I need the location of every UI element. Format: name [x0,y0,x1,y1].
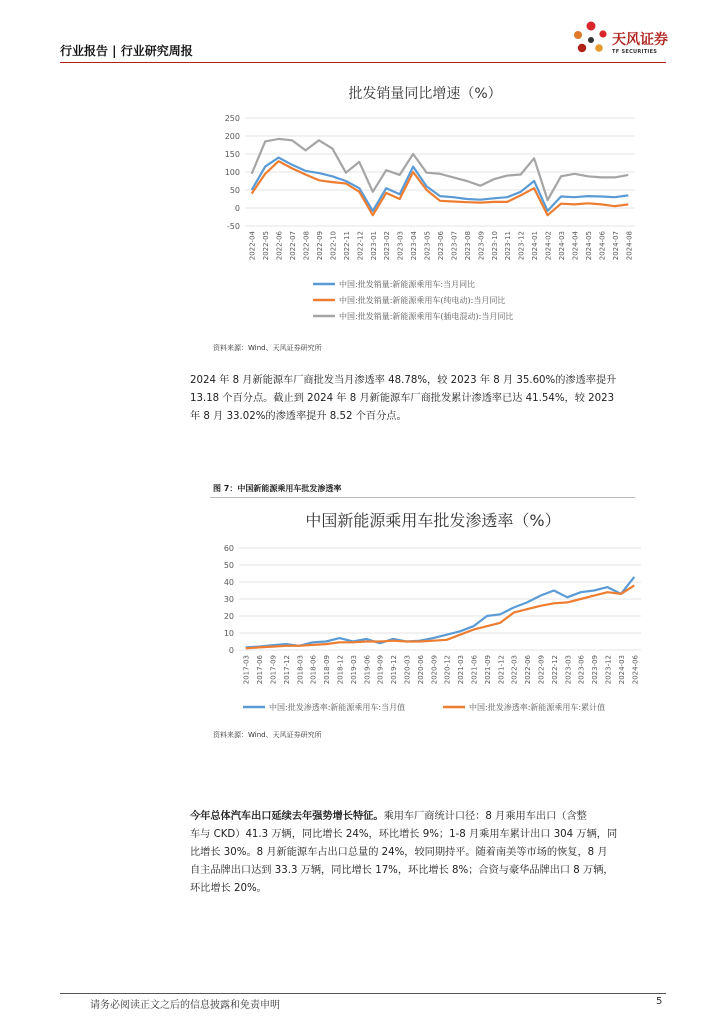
x-tick-label: 2021-06 [470,655,479,685]
x-tick-label: 2024-04 [571,231,580,261]
x-tick-label: 2024-03 [617,655,626,685]
y-tick-label: 40 [223,578,234,587]
y-tick-label: 60 [223,544,234,553]
paragraph-export-line5: 环比增长 20%。 [190,883,267,894]
y-tick-label: 100 [224,168,240,177]
header-title: 行业报告 | 行业研究周报 [60,44,193,58]
figure-7-caption: 图 7：中国新能源乘用车批发渗透率 [213,484,342,493]
y-tick-label: 20 [223,612,234,621]
x-tick-label: 2023-09 [591,655,600,685]
x-tick-label: 2018-12 [336,655,345,685]
x-tick-label: 2023-06 [577,655,586,685]
legend-label: 中国:批发渗透率:新能源乘用车:累计值 [469,703,606,712]
x-tick-label: 2020-03 [403,655,412,685]
x-tick-label: 2021-09 [483,655,492,685]
y-tick-label: -50 [226,222,240,231]
x-tick-label: 2022-09 [537,655,546,685]
y-tick-label: 0 [228,646,234,655]
chart1-source: 资料来源：Wind、天风证券研究所 [213,344,322,352]
y-tick-label: 10 [223,629,234,638]
x-tick-label: 2022-11 [342,231,351,261]
x-tick-label: 2022-12 [356,231,365,261]
footer-divider [60,993,666,994]
paragraph-export-line1-text: 乘用车厂商统计口径：8 月乘用车出口（含整 [383,811,587,822]
x-tick-label: 2022-04 [248,231,257,261]
paragraph-export-line3: 比增长 30%。8 月新能源车占出口总量的 24%，较同期持平。随着南美等市场的恢复，8 月 [190,847,608,858]
x-tick-label: 2021-03 [457,655,466,685]
x-tick-label: 2024-02 [544,231,553,261]
y-tick-label: 0 [234,204,240,213]
paragraph-penetration-line3: 年 8 月 33.02%的渗透率提升 8.52 个百分点。 [190,411,407,422]
page-number: 5 [656,996,663,1007]
series-line [246,577,635,648]
y-tick-label: 30 [223,595,234,604]
header-divider [60,62,666,63]
x-tick-label: 2022-03 [510,655,519,685]
x-tick-label: 2022-10 [329,231,338,261]
x-tick-label: 2024-01 [531,231,540,261]
x-tick-label: 2023-10 [490,231,499,261]
paragraph-export-line4: 自主品牌出口达到 33.3 万辆，同比增长 17%，环比增长 8%；合资与豪华品牌出口 8 万辆， [190,865,614,876]
x-tick-label: 2020-12 [443,655,452,685]
logo-text-cn: 天风证券 [612,32,668,48]
series-line [252,158,629,211]
x-tick-label: 2023-02 [383,231,392,261]
x-tick-label: 2019-03 [349,655,358,685]
x-tick-label: 2024-07 [611,231,620,261]
x-tick-label: 2022-08 [302,231,311,261]
paragraph-penetration-line2: 13.18 个百分点。截止到 2024 年 8 月新能源车厂商批发累计渗透率已达 41.54%，较 2023 [190,393,615,404]
x-tick-label: 2019-12 [390,655,399,685]
x-tick-label: 2023-01 [369,231,378,261]
x-tick-label: 2024-08 [625,231,634,261]
x-tick-label: 2022-05 [262,231,271,261]
x-tick-label: 2022-06 [524,655,533,685]
x-tick-label: 2023-07 [450,231,459,261]
x-tick-label: 2022-07 [289,231,298,261]
x-tick-label: 2018-09 [323,655,332,685]
x-tick-label: 2022-09 [315,231,324,261]
y-tick-label: 50 [229,186,240,195]
series-line [252,139,629,200]
x-tick-label: 2022-12 [550,655,559,685]
y-tick-label: 150 [224,150,240,159]
x-tick-label: 2017-06 [256,655,265,685]
x-tick-label: 2022-06 [275,231,284,261]
legend-label: 中国:批发销量:新能源乘用车:当月同比 [339,280,476,289]
x-tick-label: 2018-06 [309,655,318,685]
paragraph-export-line1 [190,808,670,826]
y-tick-label: 200 [224,132,240,141]
x-tick-label: 2019-09 [376,655,385,685]
y-tick-label: 50 [223,561,234,570]
figure-7-divider [210,497,635,498]
x-tick-label: 2020-06 [416,655,425,685]
chart2-source: 资料来源：Wind、天风证券研究所 [213,731,322,739]
x-tick-label: 2023-03 [396,231,405,261]
x-tick-label: 2017-09 [269,655,278,685]
x-tick-label: 2019-06 [363,655,372,685]
x-tick-label: 2023-12 [604,655,613,685]
x-tick-label: 2023-03 [564,655,573,685]
y-tick-label: 250 [224,114,240,123]
footer-disclaimer: 请务必阅读正文之后的信息披露和免责申明 [90,1000,280,1011]
legend-label: 中国:批发销量:新能源乘用车(纯电动):当月同比 [339,296,506,305]
chart-title: 中国新能源乘用车批发渗透率（%） [305,511,561,530]
chart-title: 批发销量同比增速（%） [348,86,502,102]
series-line [252,161,629,215]
x-tick-label: 2024-06 [598,231,607,261]
x-tick-label: 2020-09 [430,655,439,685]
x-tick-label: 2021-12 [497,655,506,685]
x-tick-label: 2018-03 [296,655,305,685]
chart-penetration-rate [205,502,643,727]
paragraph-export-lead: 今年总体汽车出口延续去年强势增长特征。 [190,811,384,822]
x-tick-label: 2017-03 [242,655,251,685]
x-tick-label: 2023-06 [437,231,445,261]
x-tick-label: 2023-04 [410,231,419,261]
paragraph-export-line2: 车与 CKD）41.3 万辆，同比增长 24%，环比增长 9%；1-8 月乘用车累计出口 304 万辆，同 [190,829,618,840]
x-tick-label: 2023-05 [423,231,432,261]
x-tick-label: 2023-12 [517,231,526,261]
x-tick-label: 2023-08 [463,231,472,261]
x-tick-label: 2024-03 [558,231,567,261]
x-tick-label: 2024-05 [584,231,593,261]
chart-wholesale-yoy [200,70,640,340]
legend-label: 中国:批发渗透率:新能源乘用车:当月值 [269,703,406,712]
x-tick-label: 2023-09 [477,231,486,261]
logo-text-en: TF SECURITIES [612,49,658,55]
x-tick-label: 2024-06 [631,655,640,685]
logo-mark-icon [569,20,613,62]
x-tick-label: 2023-11 [504,231,513,261]
x-tick-label: 2017-12 [282,655,291,685]
paragraph-penetration-line1: 2024 年 8 月新能源车厂商批发当月渗透率 48.78%，较 2023 年 8 月 35.60%的渗透率提升 [190,375,617,386]
legend-label: 中国:批发销量:新能源乘用车(插电混动):当月同比 [339,312,514,321]
